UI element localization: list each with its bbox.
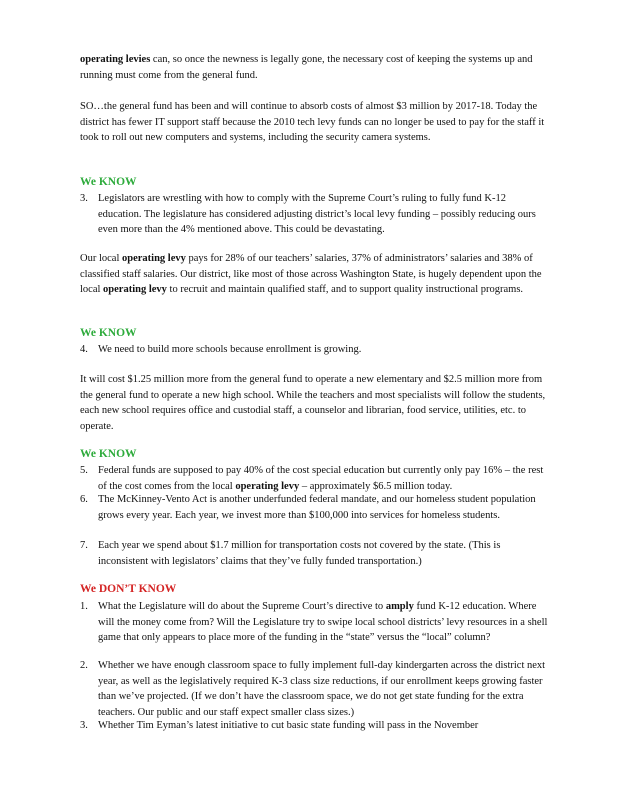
list-item-4 — [80, 342, 550, 358]
section-heading-we-know-1: We KNOW — [80, 176, 137, 188]
list-number: 4. — [80, 344, 88, 355]
list-number: 3. — [80, 720, 88, 731]
dont-know-item-1: 1. What the Legislature will do about the Supreme Court’s directive to amply fund K-12 education. Where will the money come from? Will the Legislature try to swipe local school districts’ levy resources in a shell game that only appears to place more of the funding in the “state” versus the “local” column? — [80, 601, 548, 644]
list-number: 7. — [80, 540, 88, 551]
list-item-6 — [80, 492, 550, 523]
list-number: 5. — [80, 465, 88, 476]
list-text: Each year we spend about $1.7 million for transportation costs not covered by the state. (This is inconsistent with legislators’ claims that they’ve fully funded transportation.) — [98, 540, 501, 567]
section-heading-we-know-2: We KNOW — [80, 327, 137, 339]
list-text: Legislators are wrestling with how to comply with the Supreme Court’s ruling to fully fund K-12 education. The legislature has considered adjusting district’s local levy funding – possibly reducing ours even more than the 4% mentioned above. This could be devastating. — [98, 193, 536, 236]
list-text: We need to build more schools because enrollment is growing. — [98, 344, 362, 355]
bold-term: operating levies — [80, 54, 151, 65]
list-number: 2. — [80, 660, 88, 671]
section-heading-we-dont-know: We DON’T KNOW — [80, 583, 177, 595]
section-heading-we-know-3: We KNOW — [80, 448, 137, 460]
list-text: The McKinney-Vento Act is another underfunded federal mandate, and our homeless student population grows every year. Each year, we invest more than $100,000 into services for homeless students. — [98, 494, 536, 521]
list-number: 3. — [80, 193, 88, 204]
dont-know-item-2 — [80, 658, 550, 720]
levy-paragraph: Our local operating levy pays for 28% of our teachers’ salaries, 37% of administrators’ salaries and 38% of classified staff salaries. Our district, like most of those across Washington State, is hugely dependent upon the local operating levy to recruit and maintain qualified staff, and to support quality instructional programs. — [80, 253, 542, 296]
list-number: 6. — [80, 494, 88, 505]
list-item-7 — [80, 538, 550, 569]
list-item-5: 5. Federal funds are supposed to pay 40% of the cost special education but currently only pay 16% – the rest of the cost comes from the local operating levy – approximately $6.5 million today. — [80, 465, 544, 492]
list-item-3 — [80, 191, 550, 238]
list-text: Whether we have enough classroom space to fully implement full-day kindergarten across the district next year, as well as the legislatively required K-3 class size reductions, if our enrollment keeps growing faster than we’ve projected. (If we don’t have the classroom space, we do not get state funding for the extra teachers. Our public and our staff expect smaller class sizes.) — [98, 660, 546, 718]
dont-know-item-3 — [80, 718, 550, 734]
intro-paragraph-1: operating levies can, so once the newness is legally gone, the necessary cost of keeping the systems up and running must come from the general fund. — [80, 54, 533, 81]
intro-paragraph-2: SO…the general fund has been and will continue to absorb costs of almost $3 million by 2017-18. Today the district has fewer IT support staff because the 2010 tech levy funds can no longer be used to pay for the staff it took to roll out new computers and systems, including the security camera systems. — [80, 101, 545, 144]
list-number: 1. — [80, 601, 88, 612]
new-schools-paragraph: It will cost $1.25 million more from the general fund to operate a new elementary and $2.5 million more from the general fund to operate a new high school. While the teachers and most specialists will follow the students, each new school requires office and custodial staff, a counselor and librarian, food service, utilities, etc. to operate. — [80, 374, 546, 432]
list-text: Whether Tim Eyman’s latest initiative to cut basic state funding will pass in the November — [98, 720, 479, 731]
